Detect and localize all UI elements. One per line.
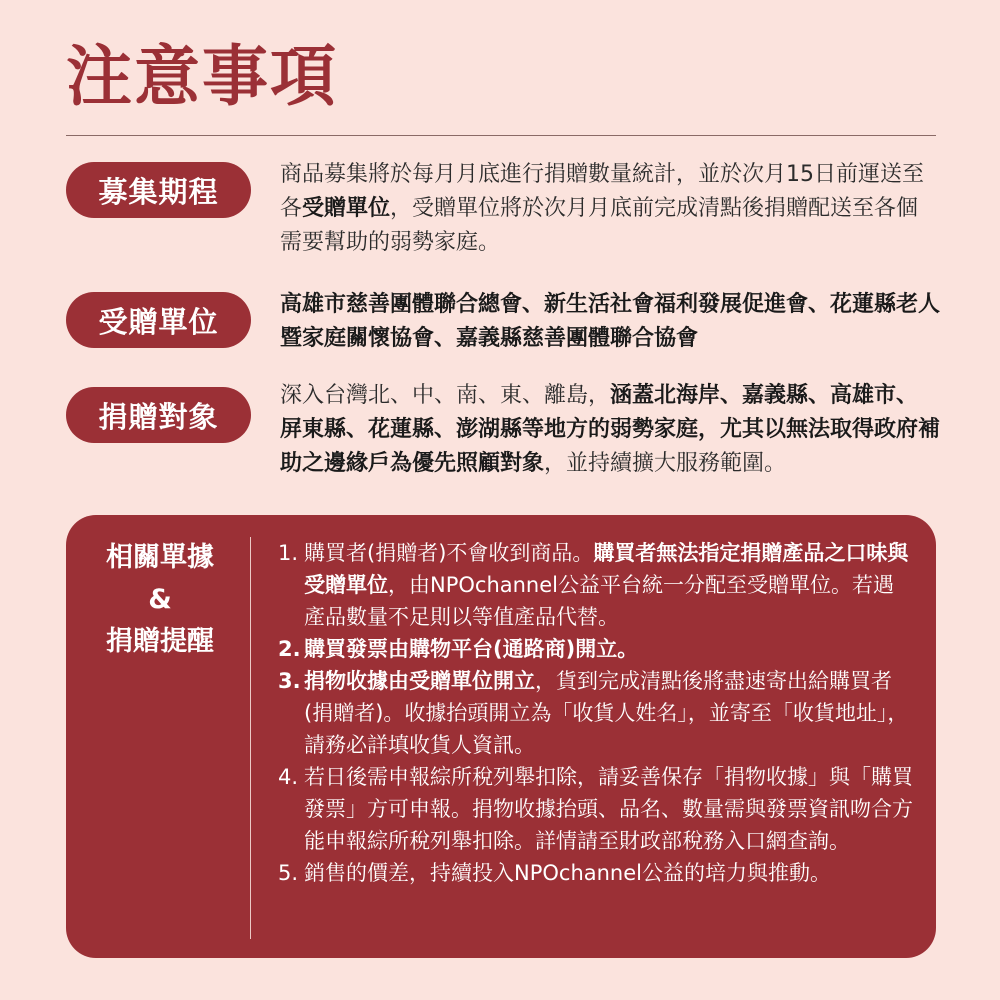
page-title: 注意事項 [66,37,338,115]
notes-divider [250,537,251,939]
notes-label-line2: & [148,584,172,615]
note-item: 5. 銷售的價差，持續投入NPOchannel公益的培力與推動。 [278,861,831,885]
beneficiaries-text: 深入台灣北、中、南、東、離島，涵蓋北海岸、嘉義縣、高雄市、屏東縣、花蓮縣、澎湖縣等地方的弱勢家庭，尤其以無法取得政府補助之邊緣戶為優先照顧對象，並持續擴大服務範圍。 [280,383,941,476]
notes-box-label [88,537,232,663]
schedule-label-pill: 募集期程 [66,162,251,218]
beneficiaries-label-pill: 捐贈對象 [66,387,251,443]
title-divider [66,135,936,136]
recipients-text: 高雄市慈善團體聯合總會、新生活社會福利發展促進會、花蓮縣老人暨家庭關懷協會、嘉義縣慈善團體聯合協會 [280,292,941,351]
notes-box [66,515,936,958]
notes-label-line1: 相關單據 [106,542,214,573]
note-item: 2. 購買發票由購物平台(通路商)開立。 [278,637,639,661]
note-item: 1. 購買者(捐贈者)不會收到商品。購買者無法指定捐贈產品之口味與受贈單位，由NPOchannel公益平台統一分配至受贈單位。若遇產品數量不足則以等值產品代替。 [278,541,909,629]
notes-list [278,537,914,889]
notes-label-line3: 捐贈提醒 [106,626,214,657]
recipients-label-pill: 受贈單位 [66,292,251,348]
schedule-text: 商品募集將於每月月底進行捐贈數量統計，並於次月15日前運送至各受贈單位，受贈單位將於次月月底前完成清點後捐贈配送至各個需要幫助的弱勢家庭。 [280,162,924,255]
note-item: 4. 若日後需申報綜所稅列舉扣除，請妥善保存「捐物收據」與「購買發票」方可申報。捐物收據抬頭、品名、數量需與發票資訊吻合方能申報綜所稅列舉扣除。詳情請至財政部稅務入口網查詢。 [278,765,913,853]
note-item: 3. 捐物收據由受贈單位開立，貨到完成清點後將盡速寄出給購買者(捐贈者)。收據抬頭開立為「收貨人姓名」，並寄至「收貨地址」，請務必詳填收貨人資訊。 [278,669,909,757]
